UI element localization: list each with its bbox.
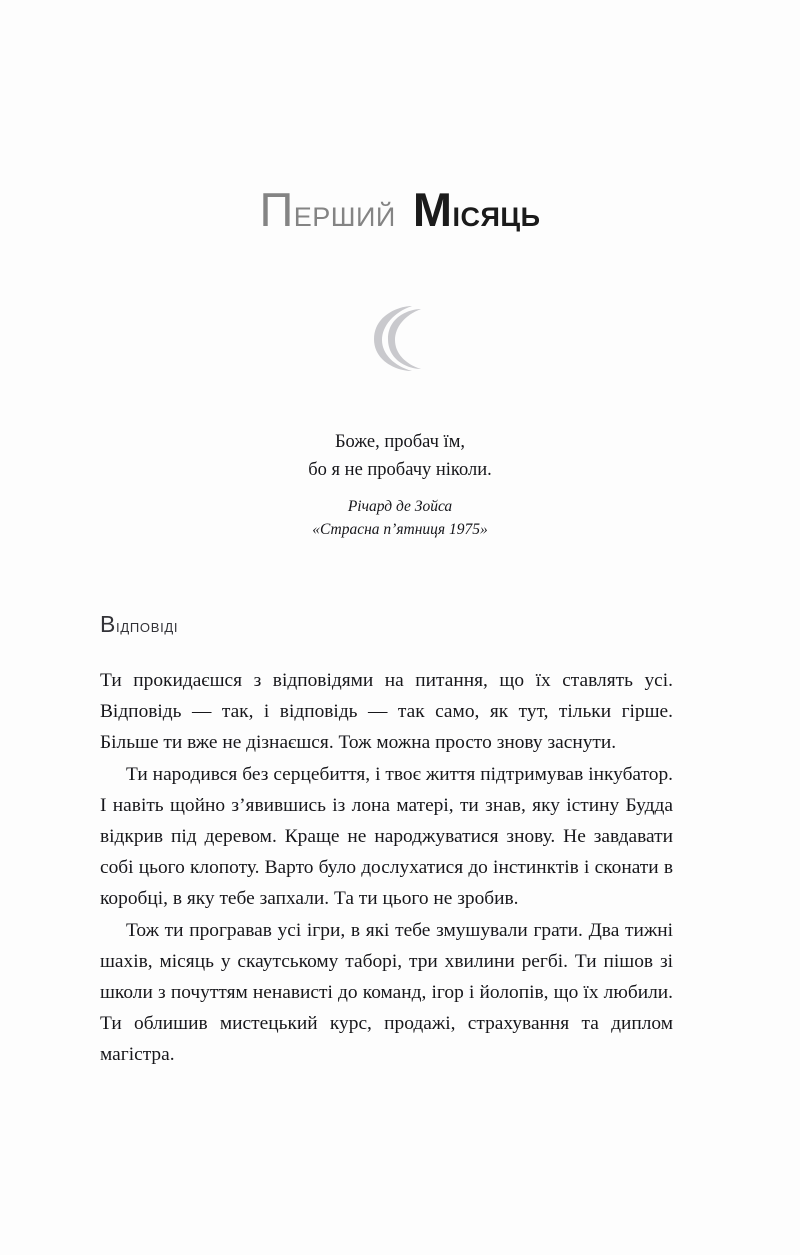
epigraph-author: Річард де Зойса — [347, 498, 453, 516]
chapter-title-noun-rest: ісяць — [452, 193, 541, 235]
chapter-title — [0, 183, 800, 236]
epigraph-attribution — [200, 495, 600, 542]
chapter-ornament — [0, 300, 800, 376]
body-paragraph: Ти прокидаєшся з відповідями на питання, що їх ставлять усі. Відповідь — так, і відповідь — так само, як тут, тільки гірше. Більше ти вже не дізнаєшся. Тож можна просто знову заснути. — [100, 670, 673, 754]
body-paragraph: Ти народився без серцебиття, і твоє життя підтримував інкубатор. І навіть щойно з’явившись із лона матері, ти знав, яку істину Будда відкрив під деревом. Краще не народжуватися знову. Не завдавати собі цього клопоту. Варто було дослухатися до інстинктів і сконати в коробці, в яку тебе запхали. Та ти цього не зробив. — [100, 763, 673, 910]
chapter-title-ordinal-rest: ерший — [293, 193, 396, 235]
body-copy — [100, 665, 673, 1071]
chapter-title-noun — [412, 183, 541, 236]
chapter-title-ordinal — [259, 183, 396, 236]
chapter-title-noun-initial: М — [412, 183, 453, 236]
chapter-title-ordinal-initial: П — [259, 183, 294, 236]
epigraph — [200, 428, 600, 542]
epigraph-source: «Страсна п’ятниця 1975» — [312, 521, 488, 539]
body-paragraph: Тож ти програвав усі ігри, в які тебе змушували грати. Два тижні шахів, місяць у скаутському таборі, три хвилини регбі. Ти пішов зі школи з почуттям ненависті до команд, ігор і йолопів, що їх любили. Ти облишив мистецький курс, продажі, страхування та диплом магістра. — [100, 919, 673, 1066]
section-heading-initial: В — [100, 611, 117, 637]
epigraph-line: Боже, пробач їм, — [334, 432, 466, 452]
crescent-moon-icon — [368, 300, 432, 376]
section-heading — [100, 613, 178, 636]
section-heading-rest: ідповіді — [116, 616, 179, 637]
epigraph-line: бо я не пробачу ніколи. — [308, 460, 492, 481]
